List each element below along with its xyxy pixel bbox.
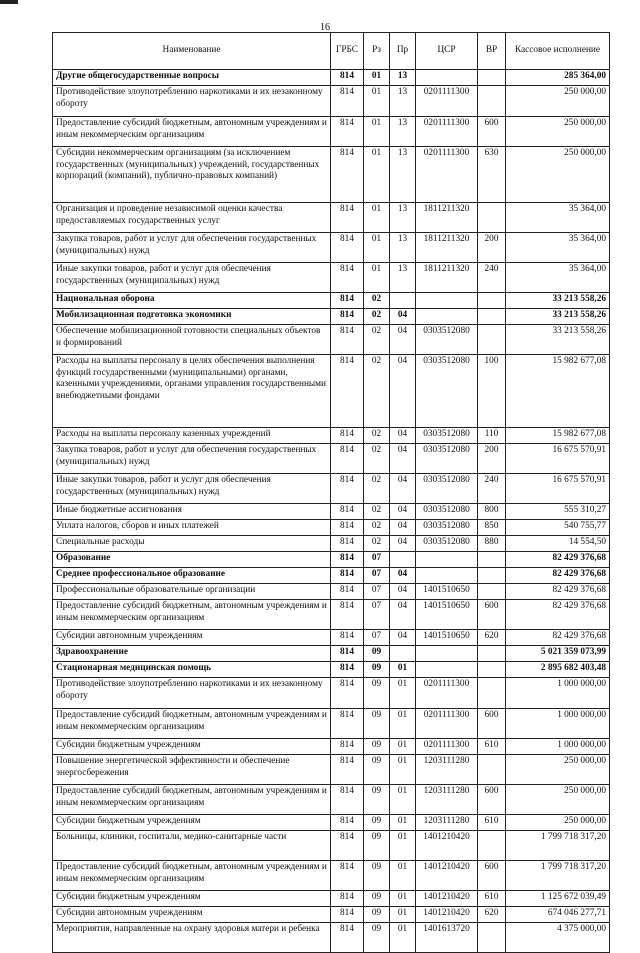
cell-vr bbox=[478, 70, 506, 86]
cell-csr: 1811211320 bbox=[416, 203, 478, 233]
cell-rz: 09 bbox=[364, 831, 390, 861]
cell-vr: 200 bbox=[478, 233, 506, 263]
cell-pr: 13 bbox=[390, 147, 416, 203]
cell-pr: 04 bbox=[390, 325, 416, 355]
header-csr: ЦСР bbox=[416, 33, 478, 70]
cell-grbs: 814 bbox=[331, 147, 364, 203]
cell-pr: 01 bbox=[390, 662, 416, 678]
cell-pr: 13 bbox=[390, 203, 416, 233]
cell-vr bbox=[478, 86, 506, 117]
header-grbs: ГРБС bbox=[331, 33, 364, 70]
cell-name: Субсидии некоммерческим организациям (за исключением государственных (муниципальных) учреждений, государственных корпораций (компаний), публично-правовых компаний) bbox=[53, 147, 331, 203]
cell-amount: 250 000,00 bbox=[506, 755, 610, 785]
cell-name: Расходы на выплаты персоналу в целях обеспечения выполнения функций государственными (муниципальными) органами, казенными учреждениями, органами управления государственными внебюджетными фондами bbox=[53, 355, 331, 428]
cell-vr bbox=[478, 831, 506, 861]
cell-grbs: 814 bbox=[331, 474, 364, 504]
cell-rz: 02 bbox=[364, 520, 390, 536]
cell-rz: 02 bbox=[364, 444, 390, 474]
cell-grbs: 814 bbox=[331, 293, 364, 309]
cell-pr: 13 bbox=[390, 86, 416, 117]
cell-vr bbox=[478, 293, 506, 309]
table-row bbox=[53, 117, 610, 147]
table-row bbox=[53, 568, 610, 584]
cell-csr: 1401210420 bbox=[416, 891, 478, 907]
cell-pr: 04 bbox=[390, 520, 416, 536]
table-row bbox=[53, 428, 610, 444]
table-row bbox=[53, 355, 610, 428]
scan-mark bbox=[0, 0, 18, 4]
header-rz: Рз bbox=[364, 33, 390, 70]
cell-rz: 01 bbox=[364, 147, 390, 203]
cell-pr: 04 bbox=[390, 444, 416, 474]
cell-csr: 1401613720 bbox=[416, 923, 478, 953]
table-row bbox=[53, 815, 610, 831]
cell-csr bbox=[416, 293, 478, 309]
cell-pr: 04 bbox=[390, 428, 416, 444]
cell-rz: 09 bbox=[364, 662, 390, 678]
cell-amount: 250 000,00 bbox=[506, 785, 610, 815]
cell-name: Субсидии бюджетным учреждениям bbox=[53, 815, 331, 831]
cell-pr: 04 bbox=[390, 504, 416, 520]
cell-rz: 01 bbox=[364, 263, 390, 293]
cell-name: Другие общегосударственные вопросы bbox=[53, 70, 331, 86]
cell-name: Предоставление субсидий бюджетным, автономным учреждениям и иным некоммерческим организациям bbox=[53, 600, 331, 630]
cell-csr: 1811211320 bbox=[416, 233, 478, 263]
cell-rz: 07 bbox=[364, 568, 390, 584]
cell-csr: 0201111300 bbox=[416, 678, 478, 709]
cell-amount: 35 364,00 bbox=[506, 233, 610, 263]
cell-vr bbox=[478, 584, 506, 600]
cell-rz: 02 bbox=[364, 504, 390, 520]
cell-grbs: 814 bbox=[331, 907, 364, 923]
header-pr: Пр bbox=[390, 33, 416, 70]
cell-vr: 600 bbox=[478, 709, 506, 739]
table-row bbox=[53, 831, 610, 861]
cell-vr: 620 bbox=[478, 907, 506, 923]
cell-vr: 880 bbox=[478, 536, 506, 552]
table-row bbox=[53, 233, 610, 263]
cell-csr: 0201111300 bbox=[416, 117, 478, 147]
cell-pr bbox=[390, 646, 416, 662]
cell-vr bbox=[478, 755, 506, 785]
cell-amount: 16 675 570,91 bbox=[506, 444, 610, 474]
cell-vr: 600 bbox=[478, 117, 506, 147]
cell-amount: 82 429 376,68 bbox=[506, 568, 610, 584]
cell-grbs: 814 bbox=[331, 739, 364, 755]
table-row bbox=[53, 600, 610, 630]
cell-csr: 0303512080 bbox=[416, 428, 478, 444]
cell-grbs: 814 bbox=[331, 584, 364, 600]
cell-vr bbox=[478, 203, 506, 233]
cell-csr: 1401510650 bbox=[416, 600, 478, 630]
cell-grbs: 814 bbox=[331, 709, 364, 739]
cell-pr: 01 bbox=[390, 923, 416, 953]
table-row bbox=[53, 309, 610, 325]
cell-amount: 2 895 682 403,48 bbox=[506, 662, 610, 678]
cell-pr: 01 bbox=[390, 831, 416, 861]
cell-amount: 1 799 718 317,20 bbox=[506, 831, 610, 861]
cell-name: Закупка товаров, работ и услуг для обеспечения государственных (муниципальных) нужд bbox=[53, 444, 331, 474]
cell-name: Предоставление субсидий бюджетным, автономным учреждениям и иным некоммерческим организациям bbox=[53, 117, 331, 147]
cell-pr: 13 bbox=[390, 117, 416, 147]
cell-pr: 01 bbox=[390, 678, 416, 709]
cell-amount: 35 364,00 bbox=[506, 203, 610, 233]
cell-amount: 1 000 000,00 bbox=[506, 678, 610, 709]
cell-vr: 610 bbox=[478, 739, 506, 755]
cell-grbs: 814 bbox=[331, 755, 364, 785]
cell-pr: 01 bbox=[390, 861, 416, 891]
cell-pr bbox=[390, 552, 416, 568]
cell-amount: 15 982 677,08 bbox=[506, 428, 610, 444]
cell-grbs: 814 bbox=[331, 355, 364, 428]
cell-pr: 01 bbox=[390, 785, 416, 815]
cell-pr: 04 bbox=[390, 568, 416, 584]
cell-csr: 1401510650 bbox=[416, 584, 478, 600]
table-row bbox=[53, 536, 610, 552]
cell-rz: 02 bbox=[364, 536, 390, 552]
cell-csr: 0201111300 bbox=[416, 147, 478, 203]
cell-name: Среднее профессиональное образование bbox=[53, 568, 331, 584]
table-row bbox=[53, 678, 610, 709]
cell-rz: 07 bbox=[364, 600, 390, 630]
table-row bbox=[53, 70, 610, 86]
cell-pr: 13 bbox=[390, 263, 416, 293]
table-row bbox=[53, 662, 610, 678]
cell-csr: 1203111280 bbox=[416, 785, 478, 815]
cell-rz: 09 bbox=[364, 815, 390, 831]
table-row bbox=[53, 263, 610, 293]
cell-name: Субсидии бюджетным учреждениям bbox=[53, 891, 331, 907]
cell-pr bbox=[390, 293, 416, 309]
cell-grbs: 814 bbox=[331, 646, 364, 662]
cell-amount: 285 364,00 bbox=[506, 70, 610, 86]
table-row bbox=[53, 86, 610, 117]
cell-csr: 0303512080 bbox=[416, 325, 478, 355]
cell-name: Предоставление субсидий бюджетным, автономным учреждениям и иным некоммерческим организациям bbox=[53, 709, 331, 739]
table-row bbox=[53, 630, 610, 646]
cell-amount: 250 000,00 bbox=[506, 117, 610, 147]
table-row bbox=[53, 755, 610, 785]
cell-csr bbox=[416, 309, 478, 325]
cell-amount: 82 429 376,68 bbox=[506, 552, 610, 568]
table-header-row bbox=[53, 33, 610, 70]
cell-rz: 01 bbox=[364, 233, 390, 263]
cell-grbs: 814 bbox=[331, 504, 364, 520]
cell-grbs: 814 bbox=[331, 815, 364, 831]
cell-csr: 0303512080 bbox=[416, 520, 478, 536]
cell-vr: 610 bbox=[478, 891, 506, 907]
cell-amount: 1 125 672 039,49 bbox=[506, 891, 610, 907]
cell-vr bbox=[478, 552, 506, 568]
cell-grbs: 814 bbox=[331, 662, 364, 678]
table-row bbox=[53, 552, 610, 568]
cell-pr: 01 bbox=[390, 739, 416, 755]
cell-name: Расходы на выплаты персоналу казенных учреждений bbox=[53, 428, 331, 444]
cell-rz: 09 bbox=[364, 891, 390, 907]
cell-rz: 07 bbox=[364, 552, 390, 568]
cell-grbs: 814 bbox=[331, 785, 364, 815]
cell-grbs: 814 bbox=[331, 428, 364, 444]
cell-amount: 82 429 376,68 bbox=[506, 630, 610, 646]
cell-vr: 100 bbox=[478, 355, 506, 428]
cell-name: Субсидии бюджетным учреждениям bbox=[53, 739, 331, 755]
table-row bbox=[53, 923, 610, 953]
cell-csr: 0303512080 bbox=[416, 444, 478, 474]
cell-grbs: 814 bbox=[331, 70, 364, 86]
cell-vr: 850 bbox=[478, 520, 506, 536]
cell-vr bbox=[478, 309, 506, 325]
cell-rz: 02 bbox=[364, 428, 390, 444]
header-amount: Кассовое исполнение bbox=[506, 33, 610, 70]
cell-name: Образование bbox=[53, 552, 331, 568]
cell-csr bbox=[416, 70, 478, 86]
table-row bbox=[53, 147, 610, 203]
cell-name: Субсидии автономным учреждениям bbox=[53, 907, 331, 923]
cell-name: Здравоохранение bbox=[53, 646, 331, 662]
cell-vr: 240 bbox=[478, 263, 506, 293]
cell-vr: 240 bbox=[478, 474, 506, 504]
cell-rz: 02 bbox=[364, 474, 390, 504]
cell-amount: 1 000 000,00 bbox=[506, 739, 610, 755]
cell-name: Уплата налогов, сборов и иных платежей bbox=[53, 520, 331, 536]
cell-grbs: 814 bbox=[331, 520, 364, 536]
cell-rz: 09 bbox=[364, 907, 390, 923]
cell-amount: 555 310,27 bbox=[506, 504, 610, 520]
cell-grbs: 814 bbox=[331, 923, 364, 953]
cell-pr: 04 bbox=[390, 630, 416, 646]
cell-grbs: 814 bbox=[331, 552, 364, 568]
cell-pr: 04 bbox=[390, 536, 416, 552]
cell-grbs: 814 bbox=[331, 678, 364, 709]
cell-csr: 0201111300 bbox=[416, 709, 478, 739]
cell-name: Специальные расходы bbox=[53, 536, 331, 552]
cell-grbs: 814 bbox=[331, 309, 364, 325]
cell-amount: 14 554,50 bbox=[506, 536, 610, 552]
cell-grbs: 814 bbox=[331, 536, 364, 552]
cell-rz: 09 bbox=[364, 861, 390, 891]
cell-vr bbox=[478, 923, 506, 953]
cell-vr bbox=[478, 325, 506, 355]
cell-name: Национальная оборона bbox=[53, 293, 331, 309]
cell-csr: 0303512080 bbox=[416, 355, 478, 428]
budget-table bbox=[52, 32, 610, 953]
cell-amount: 540 755,77 bbox=[506, 520, 610, 536]
cell-vr: 630 bbox=[478, 147, 506, 203]
cell-grbs: 814 bbox=[331, 891, 364, 907]
cell-pr: 04 bbox=[390, 584, 416, 600]
cell-name: Предоставление субсидий бюджетным, автономным учреждениям и иным некоммерческим организациям bbox=[53, 785, 331, 815]
cell-rz: 09 bbox=[364, 678, 390, 709]
cell-rz: 09 bbox=[364, 923, 390, 953]
cell-amount: 35 364,00 bbox=[506, 263, 610, 293]
cell-name: Субсидии автономным учреждениям bbox=[53, 630, 331, 646]
cell-name: Предоставление субсидий бюджетным, автономным учреждениям и иным некоммерческим организациям bbox=[53, 861, 331, 891]
cell-csr bbox=[416, 552, 478, 568]
cell-csr bbox=[416, 662, 478, 678]
cell-rz: 09 bbox=[364, 646, 390, 662]
cell-grbs: 814 bbox=[331, 600, 364, 630]
cell-name: Профессиональные образовательные организации bbox=[53, 584, 331, 600]
cell-name: Противодействие злоупотреблению наркотиками и их незаконному обороту bbox=[53, 86, 331, 117]
cell-amount: 250 000,00 bbox=[506, 86, 610, 117]
cell-vr: 110 bbox=[478, 428, 506, 444]
cell-vr: 620 bbox=[478, 630, 506, 646]
cell-rz: 09 bbox=[364, 785, 390, 815]
cell-amount: 1 000 000,00 bbox=[506, 709, 610, 739]
cell-amount: 4 375 000,00 bbox=[506, 923, 610, 953]
cell-amount: 250 000,00 bbox=[506, 815, 610, 831]
cell-name: Организация и проведение независимой оценки качества предоставляемых государственных услуг bbox=[53, 203, 331, 233]
cell-amount: 250 000,00 bbox=[506, 147, 610, 203]
cell-amount: 16 675 570,91 bbox=[506, 474, 610, 504]
cell-pr: 01 bbox=[390, 815, 416, 831]
cell-vr: 600 bbox=[478, 785, 506, 815]
cell-pr: 01 bbox=[390, 709, 416, 739]
cell-vr: 800 bbox=[478, 504, 506, 520]
cell-csr: 1401210420 bbox=[416, 861, 478, 891]
cell-pr: 01 bbox=[390, 755, 416, 785]
cell-grbs: 814 bbox=[331, 263, 364, 293]
cell-grbs: 814 bbox=[331, 233, 364, 263]
cell-amount: 82 429 376,68 bbox=[506, 584, 610, 600]
cell-pr: 01 bbox=[390, 891, 416, 907]
cell-name: Мероприятия, направленные на охрану здоровья матери и ребенка bbox=[53, 923, 331, 953]
cell-name: Стационарная медицинская помощь bbox=[53, 662, 331, 678]
table-row bbox=[53, 504, 610, 520]
cell-pr: 04 bbox=[390, 474, 416, 504]
cell-vr bbox=[478, 568, 506, 584]
table-row bbox=[53, 739, 610, 755]
cell-vr bbox=[478, 662, 506, 678]
cell-rz: 02 bbox=[364, 325, 390, 355]
table-row bbox=[53, 293, 610, 309]
cell-pr: 01 bbox=[390, 907, 416, 923]
cell-grbs: 814 bbox=[331, 831, 364, 861]
cell-grbs: 814 bbox=[331, 444, 364, 474]
cell-name: Иные закупки товаров, работ и услуг для обеспечения государственных (муниципальных) нужд bbox=[53, 263, 331, 293]
cell-csr bbox=[416, 568, 478, 584]
cell-rz: 01 bbox=[364, 117, 390, 147]
cell-vr: 200 bbox=[478, 444, 506, 474]
cell-rz: 01 bbox=[364, 86, 390, 117]
cell-rz: 09 bbox=[364, 709, 390, 739]
cell-rz: 09 bbox=[364, 755, 390, 785]
cell-name: Закупка товаров, работ и услуг для обеспечения государственных (муниципальных) нужд bbox=[53, 233, 331, 263]
cell-csr: 1203111280 bbox=[416, 755, 478, 785]
cell-grbs: 814 bbox=[331, 861, 364, 891]
cell-rz: 01 bbox=[364, 70, 390, 86]
cell-amount: 1 799 718 317,20 bbox=[506, 861, 610, 891]
cell-vr: 610 bbox=[478, 815, 506, 831]
cell-rz: 02 bbox=[364, 309, 390, 325]
cell-amount: 82 429 376,68 bbox=[506, 600, 610, 630]
cell-rz: 07 bbox=[364, 584, 390, 600]
table-row bbox=[53, 891, 610, 907]
cell-csr bbox=[416, 646, 478, 662]
cell-name: Больницы, клиники, госпитали, медико-санитарные части bbox=[53, 831, 331, 861]
header-vr: ВР bbox=[478, 33, 506, 70]
cell-rz: 02 bbox=[364, 355, 390, 428]
table-row bbox=[53, 646, 610, 662]
table-row bbox=[53, 785, 610, 815]
cell-csr: 0303512080 bbox=[416, 474, 478, 504]
table-row bbox=[53, 325, 610, 355]
cell-grbs: 814 bbox=[331, 568, 364, 584]
cell-rz: 01 bbox=[364, 203, 390, 233]
cell-amount: 5 021 359 073,99 bbox=[506, 646, 610, 662]
cell-grbs: 814 bbox=[331, 203, 364, 233]
table-row bbox=[53, 584, 610, 600]
cell-amount: 33 213 558,26 bbox=[506, 325, 610, 355]
cell-amount: 15 982 677,08 bbox=[506, 355, 610, 428]
cell-csr: 0303512080 bbox=[416, 536, 478, 552]
table-row bbox=[53, 203, 610, 233]
cell-pr: 13 bbox=[390, 233, 416, 263]
cell-vr bbox=[478, 646, 506, 662]
table-row bbox=[53, 907, 610, 923]
cell-pr: 04 bbox=[390, 309, 416, 325]
cell-csr: 0201111300 bbox=[416, 86, 478, 117]
cell-rz: 07 bbox=[364, 630, 390, 646]
cell-csr: 1203111280 bbox=[416, 815, 478, 831]
cell-name: Обеспечение мобилизационной готовности специальных объектов и формирований bbox=[53, 325, 331, 355]
cell-rz: 09 bbox=[364, 739, 390, 755]
table-row bbox=[53, 709, 610, 739]
table-row bbox=[53, 444, 610, 474]
cell-vr: 600 bbox=[478, 600, 506, 630]
cell-vr: 600 bbox=[478, 861, 506, 891]
cell-grbs: 814 bbox=[331, 86, 364, 117]
cell-csr: 1401510650 bbox=[416, 630, 478, 646]
cell-name: Иные бюджетные ассигнования bbox=[53, 504, 331, 520]
cell-name: Мобилизационная подготовка экономики bbox=[53, 309, 331, 325]
cell-amount: 33 213 558,26 bbox=[506, 309, 610, 325]
table-row bbox=[53, 474, 610, 504]
cell-pr: 04 bbox=[390, 600, 416, 630]
cell-name: Противодействие злоупотреблению наркотиками и их незаконному обороту bbox=[53, 678, 331, 709]
cell-vr bbox=[478, 678, 506, 709]
cell-amount: 33 213 558,26 bbox=[506, 293, 610, 309]
cell-csr: 1811211320 bbox=[416, 263, 478, 293]
cell-csr: 0201111300 bbox=[416, 739, 478, 755]
cell-csr: 1401210420 bbox=[416, 907, 478, 923]
page-number: 16 bbox=[320, 22, 330, 33]
cell-csr: 1401210420 bbox=[416, 831, 478, 861]
cell-grbs: 814 bbox=[331, 117, 364, 147]
cell-rz: 02 bbox=[364, 293, 390, 309]
table-row bbox=[53, 861, 610, 891]
header-name: Наименование bbox=[53, 33, 331, 70]
table-row bbox=[53, 520, 610, 536]
cell-grbs: 814 bbox=[331, 630, 364, 646]
cell-pr: 04 bbox=[390, 355, 416, 428]
cell-grbs: 814 bbox=[331, 325, 364, 355]
cell-pr: 13 bbox=[390, 70, 416, 86]
cell-csr: 0303512080 bbox=[416, 504, 478, 520]
cell-amount: 674 046 277,71 bbox=[506, 907, 610, 923]
cell-name: Повышение энергетической эффективности и обеспечение энергосбережения bbox=[53, 755, 331, 785]
cell-name: Иные закупки товаров, работ и услуг для обеспечения государственных (муниципальных) нужд bbox=[53, 474, 331, 504]
